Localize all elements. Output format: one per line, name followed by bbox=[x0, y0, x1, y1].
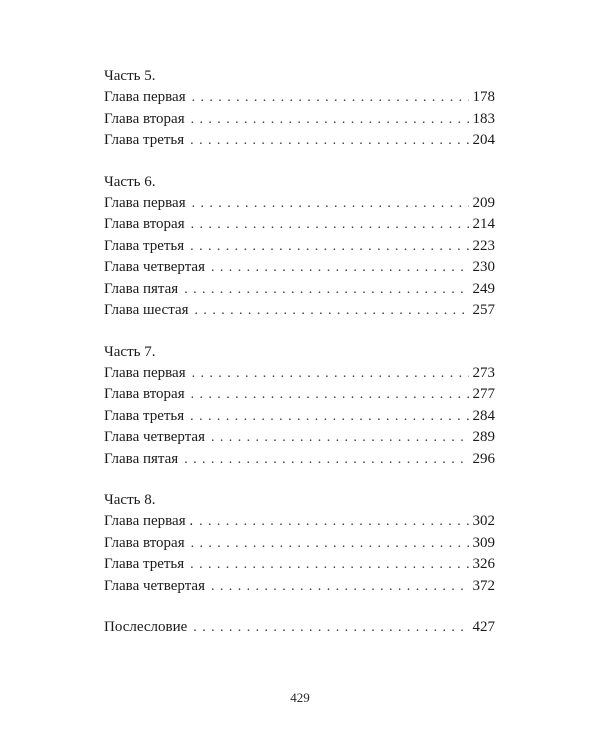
dot-leader bbox=[190, 554, 468, 576]
afterword-title: Послесловие bbox=[104, 619, 188, 635]
chapter-page-number: 309 bbox=[472, 534, 495, 551]
chapter-page-number: 326 bbox=[472, 556, 495, 572]
dot-leader bbox=[192, 87, 469, 109]
chapter-title: Глава третья bbox=[104, 407, 185, 424]
chapter-page-number: 223 bbox=[472, 237, 495, 254]
chapter-title: Глава четвертая bbox=[104, 259, 205, 275]
chapter-title: Глава третья bbox=[104, 556, 185, 572]
toc-entry bbox=[104, 533, 495, 555]
chapter-page-number: 178 bbox=[472, 89, 495, 105]
chapter-page-number: 302 bbox=[472, 513, 495, 529]
chapter-title: Глава вторая bbox=[104, 110, 185, 127]
toc-entry bbox=[104, 257, 495, 279]
chapter-page-number: 183 bbox=[472, 110, 495, 127]
toc-entry bbox=[104, 279, 495, 301]
chapter-title: Глава пятая bbox=[104, 450, 179, 467]
toc-part bbox=[104, 490, 495, 597]
chapter-page-number: 296 bbox=[472, 450, 495, 467]
chapter-title: Глава шестая bbox=[104, 302, 189, 318]
dot-leader bbox=[191, 384, 469, 406]
part-title: Часть 7. bbox=[104, 343, 156, 360]
table-of-contents bbox=[104, 66, 495, 639]
toc-entry bbox=[104, 406, 495, 428]
chapter-title: Глава пятая bbox=[104, 280, 179, 297]
toc-entry bbox=[104, 214, 495, 236]
toc-entry bbox=[104, 193, 495, 215]
dot-leader bbox=[191, 109, 469, 131]
chapter-page-number: 284 bbox=[472, 407, 495, 424]
part-title: Часть 5. bbox=[104, 68, 156, 84]
chapter-page-number: 214 bbox=[472, 216, 495, 232]
chapter-title: Глава третья bbox=[104, 132, 185, 148]
chapter-page-number: 273 bbox=[472, 364, 495, 381]
part-title: Часть 8. bbox=[104, 492, 156, 508]
chapter-page-number: 372 bbox=[472, 577, 495, 594]
toc-entry bbox=[104, 427, 495, 449]
chapter-title: Глава вторая bbox=[104, 386, 185, 402]
dot-leader bbox=[192, 363, 469, 385]
toc-entry bbox=[104, 384, 495, 406]
dot-leader bbox=[199, 511, 468, 533]
dot-leader bbox=[192, 193, 469, 215]
dot-leader bbox=[211, 257, 469, 279]
afterword-page-number: 427 bbox=[472, 619, 495, 635]
chapter-page-number: 277 bbox=[472, 386, 495, 402]
chapter-title: Глава вторая bbox=[104, 534, 185, 551]
toc-entry bbox=[104, 576, 495, 598]
toc-entry bbox=[104, 300, 495, 322]
toc-entry bbox=[104, 236, 495, 258]
part-title: Часть 6. bbox=[104, 173, 156, 190]
chapter-title: Глава четвертая bbox=[104, 577, 205, 594]
chapter-title: Глава первая bbox=[104, 364, 186, 381]
toc-part bbox=[104, 66, 495, 152]
chapter-page-number: 230 bbox=[472, 259, 495, 275]
dot-leader bbox=[193, 617, 468, 639]
dot-leader bbox=[184, 279, 468, 301]
dot-leader bbox=[190, 406, 468, 428]
chapter-title: Глава третья bbox=[104, 237, 185, 254]
dot-leader bbox=[195, 300, 469, 322]
page-number: 429 bbox=[290, 690, 310, 705]
chapter-title: Глава первая bbox=[104, 89, 186, 105]
toc-entry bbox=[104, 511, 495, 533]
toc-entry bbox=[104, 130, 495, 152]
toc-entry bbox=[104, 363, 495, 385]
toc-part bbox=[104, 342, 495, 471]
chapter-page-number: 209 bbox=[472, 194, 495, 211]
dot-leader bbox=[211, 576, 469, 598]
chapter-page-number: 249 bbox=[472, 280, 495, 297]
dot-leader bbox=[190, 236, 468, 258]
chapter-title: Глава четвертая bbox=[104, 429, 205, 445]
dot-leader bbox=[184, 449, 468, 471]
toc-part bbox=[104, 172, 495, 322]
toc-entry bbox=[104, 109, 495, 131]
dot-leader bbox=[211, 427, 469, 449]
toc-entry bbox=[104, 87, 495, 109]
chapter-title: Глава первая bbox=[104, 194, 186, 211]
dot-leader bbox=[191, 533, 469, 555]
toc-entry-afterword bbox=[104, 617, 495, 639]
dot-leader bbox=[190, 130, 468, 152]
dot-leader bbox=[191, 214, 469, 236]
chapter-page-number: 289 bbox=[472, 429, 495, 445]
chapter-title: Глава вторая bbox=[104, 216, 185, 232]
chapter-page-number: 257 bbox=[472, 302, 495, 318]
chapter-title: Глава первая . bbox=[104, 513, 194, 529]
chapter-page-number: 204 bbox=[472, 132, 495, 148]
toc-entry bbox=[104, 554, 495, 576]
toc-entry bbox=[104, 449, 495, 471]
